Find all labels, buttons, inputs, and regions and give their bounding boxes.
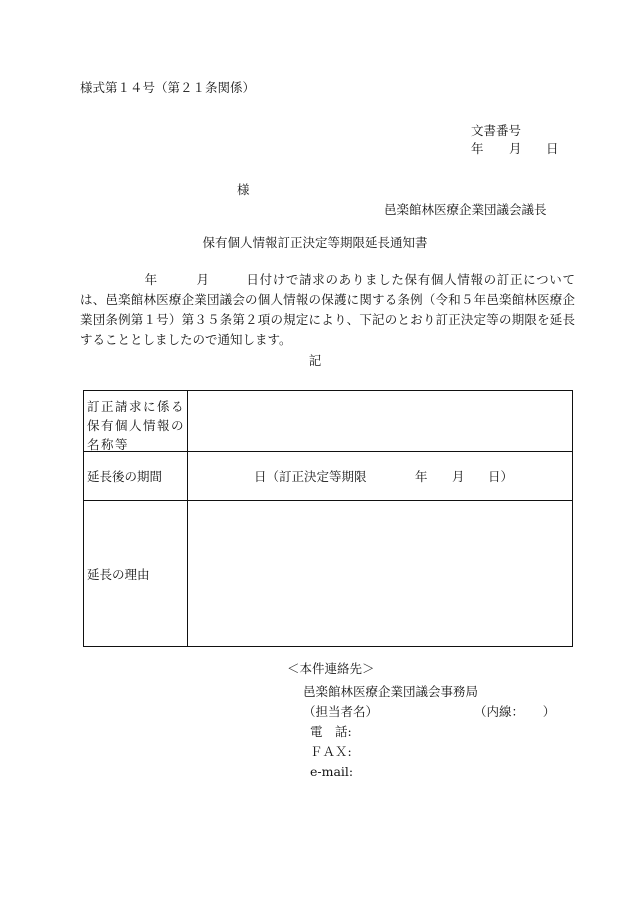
period-day-end: 日） — [488, 469, 514, 484]
table-label-cell — [84, 452, 188, 501]
body-year: 年 — [144, 272, 158, 287]
contact-person: （担当者名） — [303, 704, 379, 719]
body-text: 日付けで請求のありました保有個人情報の訂正については、邑楽館林医療企業団議会の個人情報の保護に関する条例（令和５年邑楽館林医療企業団条例第１号）第３５条第２項の規定により、下記のとおり訂正決定等の期限を延長することとしましたので通知します。 — [80, 272, 575, 347]
details-table — [83, 390, 573, 647]
form-number: 様式第１４号（第２１条関係） — [80, 80, 256, 95]
period-year: 年 — [415, 469, 428, 484]
date-day: 日 — [546, 141, 559, 156]
date-month: 月 — [509, 141, 522, 156]
row-label-info-name: 訂正請求に係る保有個人情報の名称等 — [87, 399, 186, 452]
table-label-cell — [84, 391, 188, 451]
period-month: 月 — [452, 469, 465, 484]
date-year: 年 — [471, 141, 484, 156]
contact-email: e-mail: — [310, 764, 354, 779]
table-row — [84, 500, 572, 646]
reason-value[interactable] — [189, 501, 572, 646]
body-month: 月 — [195, 272, 210, 287]
contact-extension: （内線： ） — [474, 704, 556, 719]
row-label-reason: 延長の理由 — [87, 567, 150, 582]
info-name-value[interactable] — [189, 391, 572, 451]
extended-period-value[interactable] — [189, 452, 572, 501]
contact-office: 邑楽館林医療企業団議会事務局 — [303, 684, 479, 699]
contact-phone: 電 話: — [310, 724, 352, 739]
document-title: 保有個人情報訂正決定等期限延長通知書 — [202, 235, 428, 250]
table-row — [84, 451, 572, 501]
body-paragraph — [80, 270, 575, 350]
recipient-suffix: 様 — [237, 182, 250, 197]
document-number-label: 文書番号 — [471, 123, 522, 138]
table-row — [84, 391, 572, 451]
ki-heading: 記 — [308, 353, 322, 368]
period-day: 日（訂正決定等期限 — [254, 469, 367, 484]
table-label-cell — [84, 501, 188, 646]
contact-fax: ＦＡＸ: — [310, 744, 352, 759]
contact-title: ＜本件連絡先＞ — [287, 661, 375, 676]
row-label-extended-period: 延長後の期間 — [87, 469, 163, 484]
issuer-name: 邑楽館林医療企業団議会議長 — [384, 202, 547, 217]
